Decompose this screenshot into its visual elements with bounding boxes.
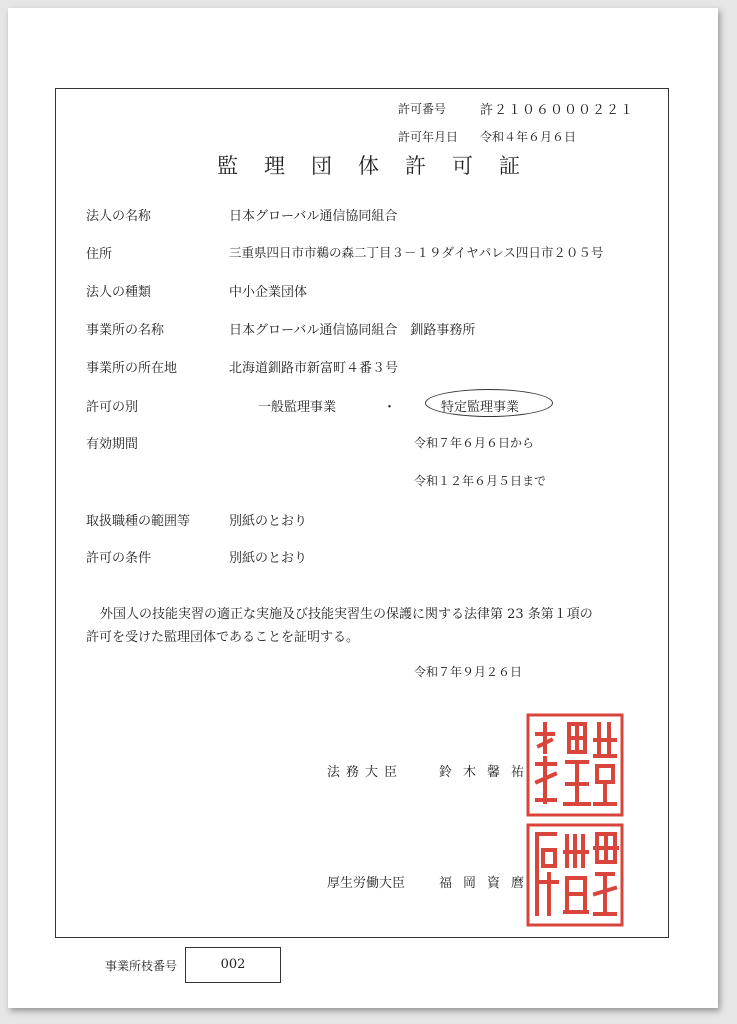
field-label-validity: 有効期間 [86,437,139,452]
office-branch-label: 事業所枝番号 [105,959,178,973]
field-value-conditions: 別紙のとおり [229,551,308,566]
field-value-office-name: 日本グローバル通信協同組合 釧路事務所 [229,323,476,338]
field-label-corp-type: 法人の種類 [86,285,152,300]
permit-type-general: 一般監理事業 [258,400,337,415]
justice-minister-name: 鈴木馨祐 [439,765,536,780]
field-label-permit-type: 許可の別 [86,400,139,415]
field-value-address: 三重県四日市市鵜の森二丁目３－１９ダイヤパレス四日市２０５号 [229,245,604,260]
field-label-corp-name: 法人の名称 [86,209,152,224]
permit-date-label: 許可年月日 [398,130,459,144]
validity-to: 令和１２年６月５日まで [414,474,547,488]
field-value-scope: 別紙のとおり [229,514,308,529]
office-branch-number-box [185,947,281,983]
certification-statement-line2: 許可を受けた監理団体であることを証明する。 [86,630,360,645]
permit-number-label: 許可番号 [398,102,447,116]
field-label-office-address: 事業所の所在地 [86,361,178,376]
permit-date-value: 令和４年６月６日 [480,130,577,144]
validity-from: 令和７年６月６日から [414,436,535,450]
field-value-corp-name: 日本グローバル通信協同組合 [229,209,398,224]
permit-number-value: 許２１０６０００２２１ [480,103,635,118]
field-value-corp-type: 中小企業団体 [229,285,308,300]
health-labour-minister-seal [525,822,625,928]
field-label-scope: 取扱職種の範囲等 [86,514,191,529]
issue-date: 令和７年９月２６日 [414,665,523,679]
office-branch-number: 002 [220,957,246,972]
permit-type-specific: 特定監理事業 [441,400,520,415]
field-label-address: 住所 [86,247,113,262]
field-label-office-name: 事業所の名称 [86,323,165,338]
justice-minister-seal [525,712,625,818]
justice-minister-title: 法務大臣 [327,765,404,780]
permit-type-separator: ・ [383,400,397,415]
health-minister-title: 厚生労働大臣 [327,876,406,891]
document-title: 監理団体許可証 [217,154,546,178]
field-value-office-address: 北海道釧路市新富町４番３号 [229,361,399,376]
health-minister-name: 福岡資麿 [439,876,536,891]
field-label-conditions: 許可の条件 [86,551,152,566]
certification-statement-line1: 外国人の技能実習の適正な実施及び技能実習生の保護に関する法律第 23 条第１項の [100,607,593,622]
